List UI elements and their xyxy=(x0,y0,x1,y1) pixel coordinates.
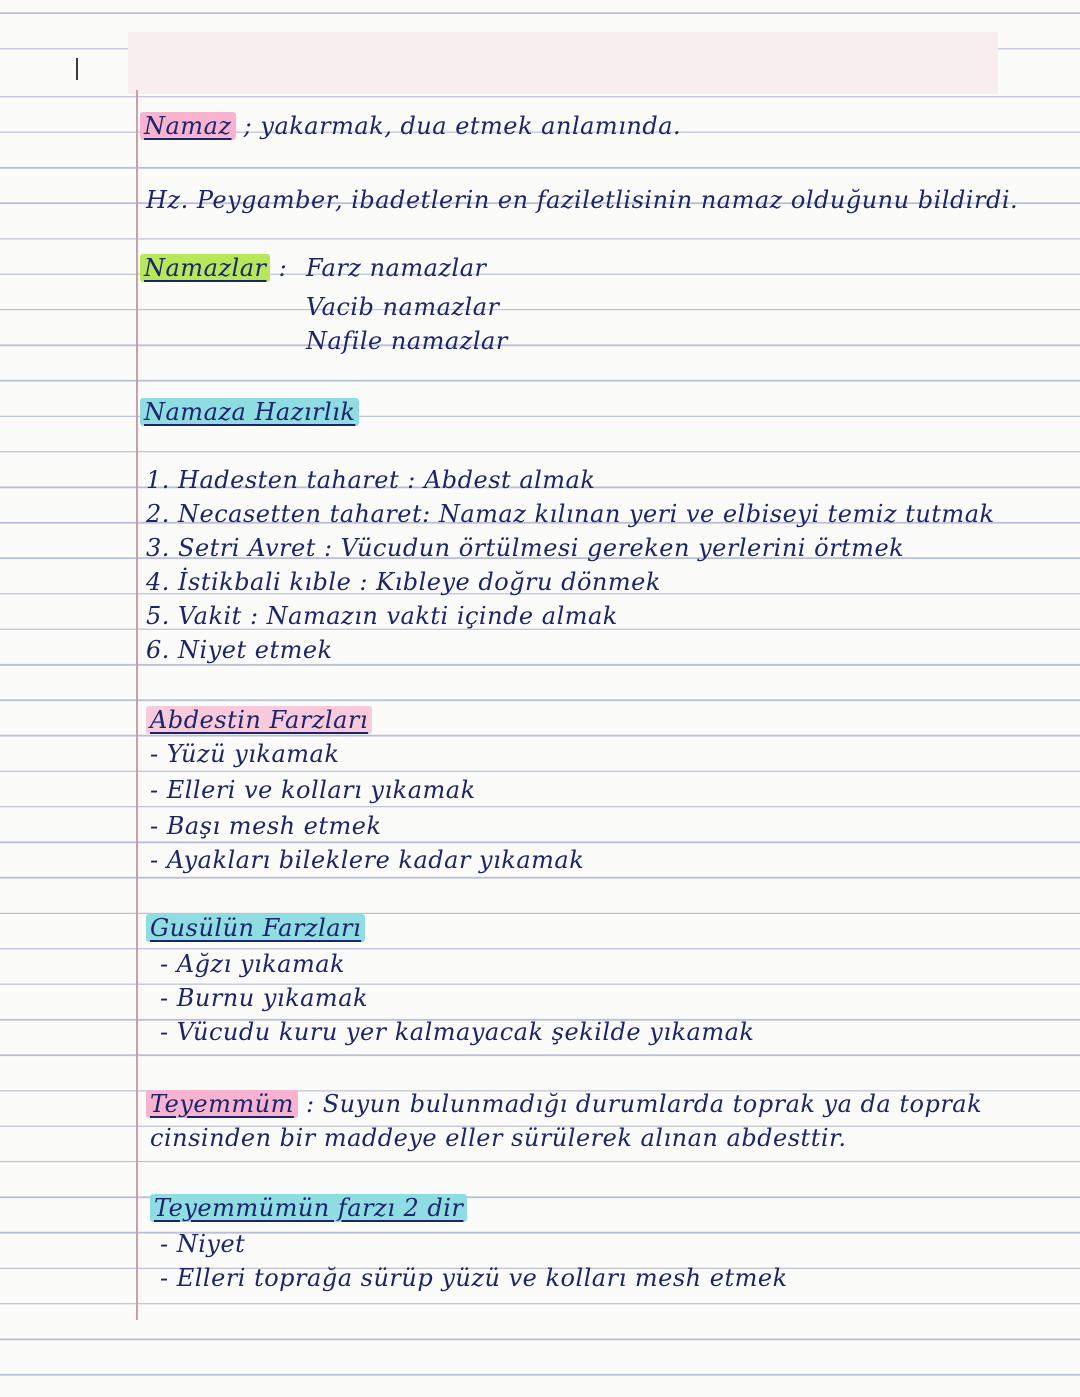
tayammum-term: Teyemmüm xyxy=(146,1090,298,1118)
ghusl-item: - Burnu yıkamak xyxy=(160,984,369,1012)
namaz-types-heading xyxy=(140,254,287,282)
tayammum-farz-title: Teyemmümün farzı 2 dir xyxy=(150,1194,467,1222)
preparation-item: 1. Hadesten taharet : Abdest almak xyxy=(146,466,596,494)
paper-stain xyxy=(128,32,998,94)
tayammum-farz-heading xyxy=(150,1194,467,1222)
preparation-title: Namaza Hazırlık xyxy=(140,398,359,426)
ghusl-title: Gusülün Farzları xyxy=(146,914,365,942)
ablution-heading xyxy=(146,706,372,734)
namaz-term: Namaz xyxy=(140,112,236,140)
preparation-item: 3. Setri Avret : Vücudun örtülmesi gereken yerlerini örtmek xyxy=(146,534,905,562)
tayammum-farz-item: - Niyet xyxy=(160,1230,246,1258)
ablution-item: - Yüzü yıkamak xyxy=(150,740,340,768)
preparation-item: 6. Niyet etmek xyxy=(146,636,333,664)
ablution-item: - Başı mesh etmek xyxy=(150,812,382,840)
namaz-type-item: Nafile namazlar xyxy=(306,327,508,355)
namaz-definition xyxy=(140,112,681,140)
namaz-definition-text: ; yakarmak, dua etmek anlamında. xyxy=(243,112,682,140)
ablution-item: - Elleri ve kolları yıkamak xyxy=(150,776,476,804)
ghusl-item: - Vücudu kuru yer kalmayacak şekilde yıkamak xyxy=(160,1018,755,1046)
tayammum-definition xyxy=(146,1090,982,1118)
tayammum-farz-item: - Elleri toprağa sürüp yüzü ve kolları mesh etmek xyxy=(160,1264,788,1292)
hadith-line: Hz. Peygamber, ibadetlerin en faziletlisinin namaz olduğunu bildirdi. xyxy=(146,186,1019,214)
namaz-type-item: Farz namazlar xyxy=(306,254,487,282)
namaz-types-title: Namazlar xyxy=(140,254,270,282)
ablution-title: Abdestin Farzları xyxy=(146,706,372,734)
namaz-type-item: Vacib namazlar xyxy=(306,293,500,321)
ghusl-item: - Ağzı yıkamak xyxy=(160,950,346,978)
tayammum-definition-text: : Suyun bulunmadığı durumlarda toprak ya da toprak xyxy=(305,1090,983,1118)
preparation-heading xyxy=(140,398,359,426)
preparation-item: 4. İstikbali kıble : Kıbleye doğru dönmek xyxy=(146,568,661,596)
preparation-item: 5. Vakit : Namazın vakti içinde almak xyxy=(146,602,618,630)
ghusl-heading xyxy=(146,914,365,942)
preparation-item: 2. Necasetten taharet: Namaz kılınan yeri ve elbiseyi temiz tutmak xyxy=(146,500,995,528)
ablution-item: - Ayakları bileklere kadar yıkamak xyxy=(150,846,585,874)
namaz-types-colon: : xyxy=(278,254,288,282)
edge-mark xyxy=(76,58,78,80)
margin-line xyxy=(136,90,138,1320)
tayammum-definition-cont: cinsinden bir maddeye eller sürülerek alınan abdesttir. xyxy=(150,1124,847,1152)
